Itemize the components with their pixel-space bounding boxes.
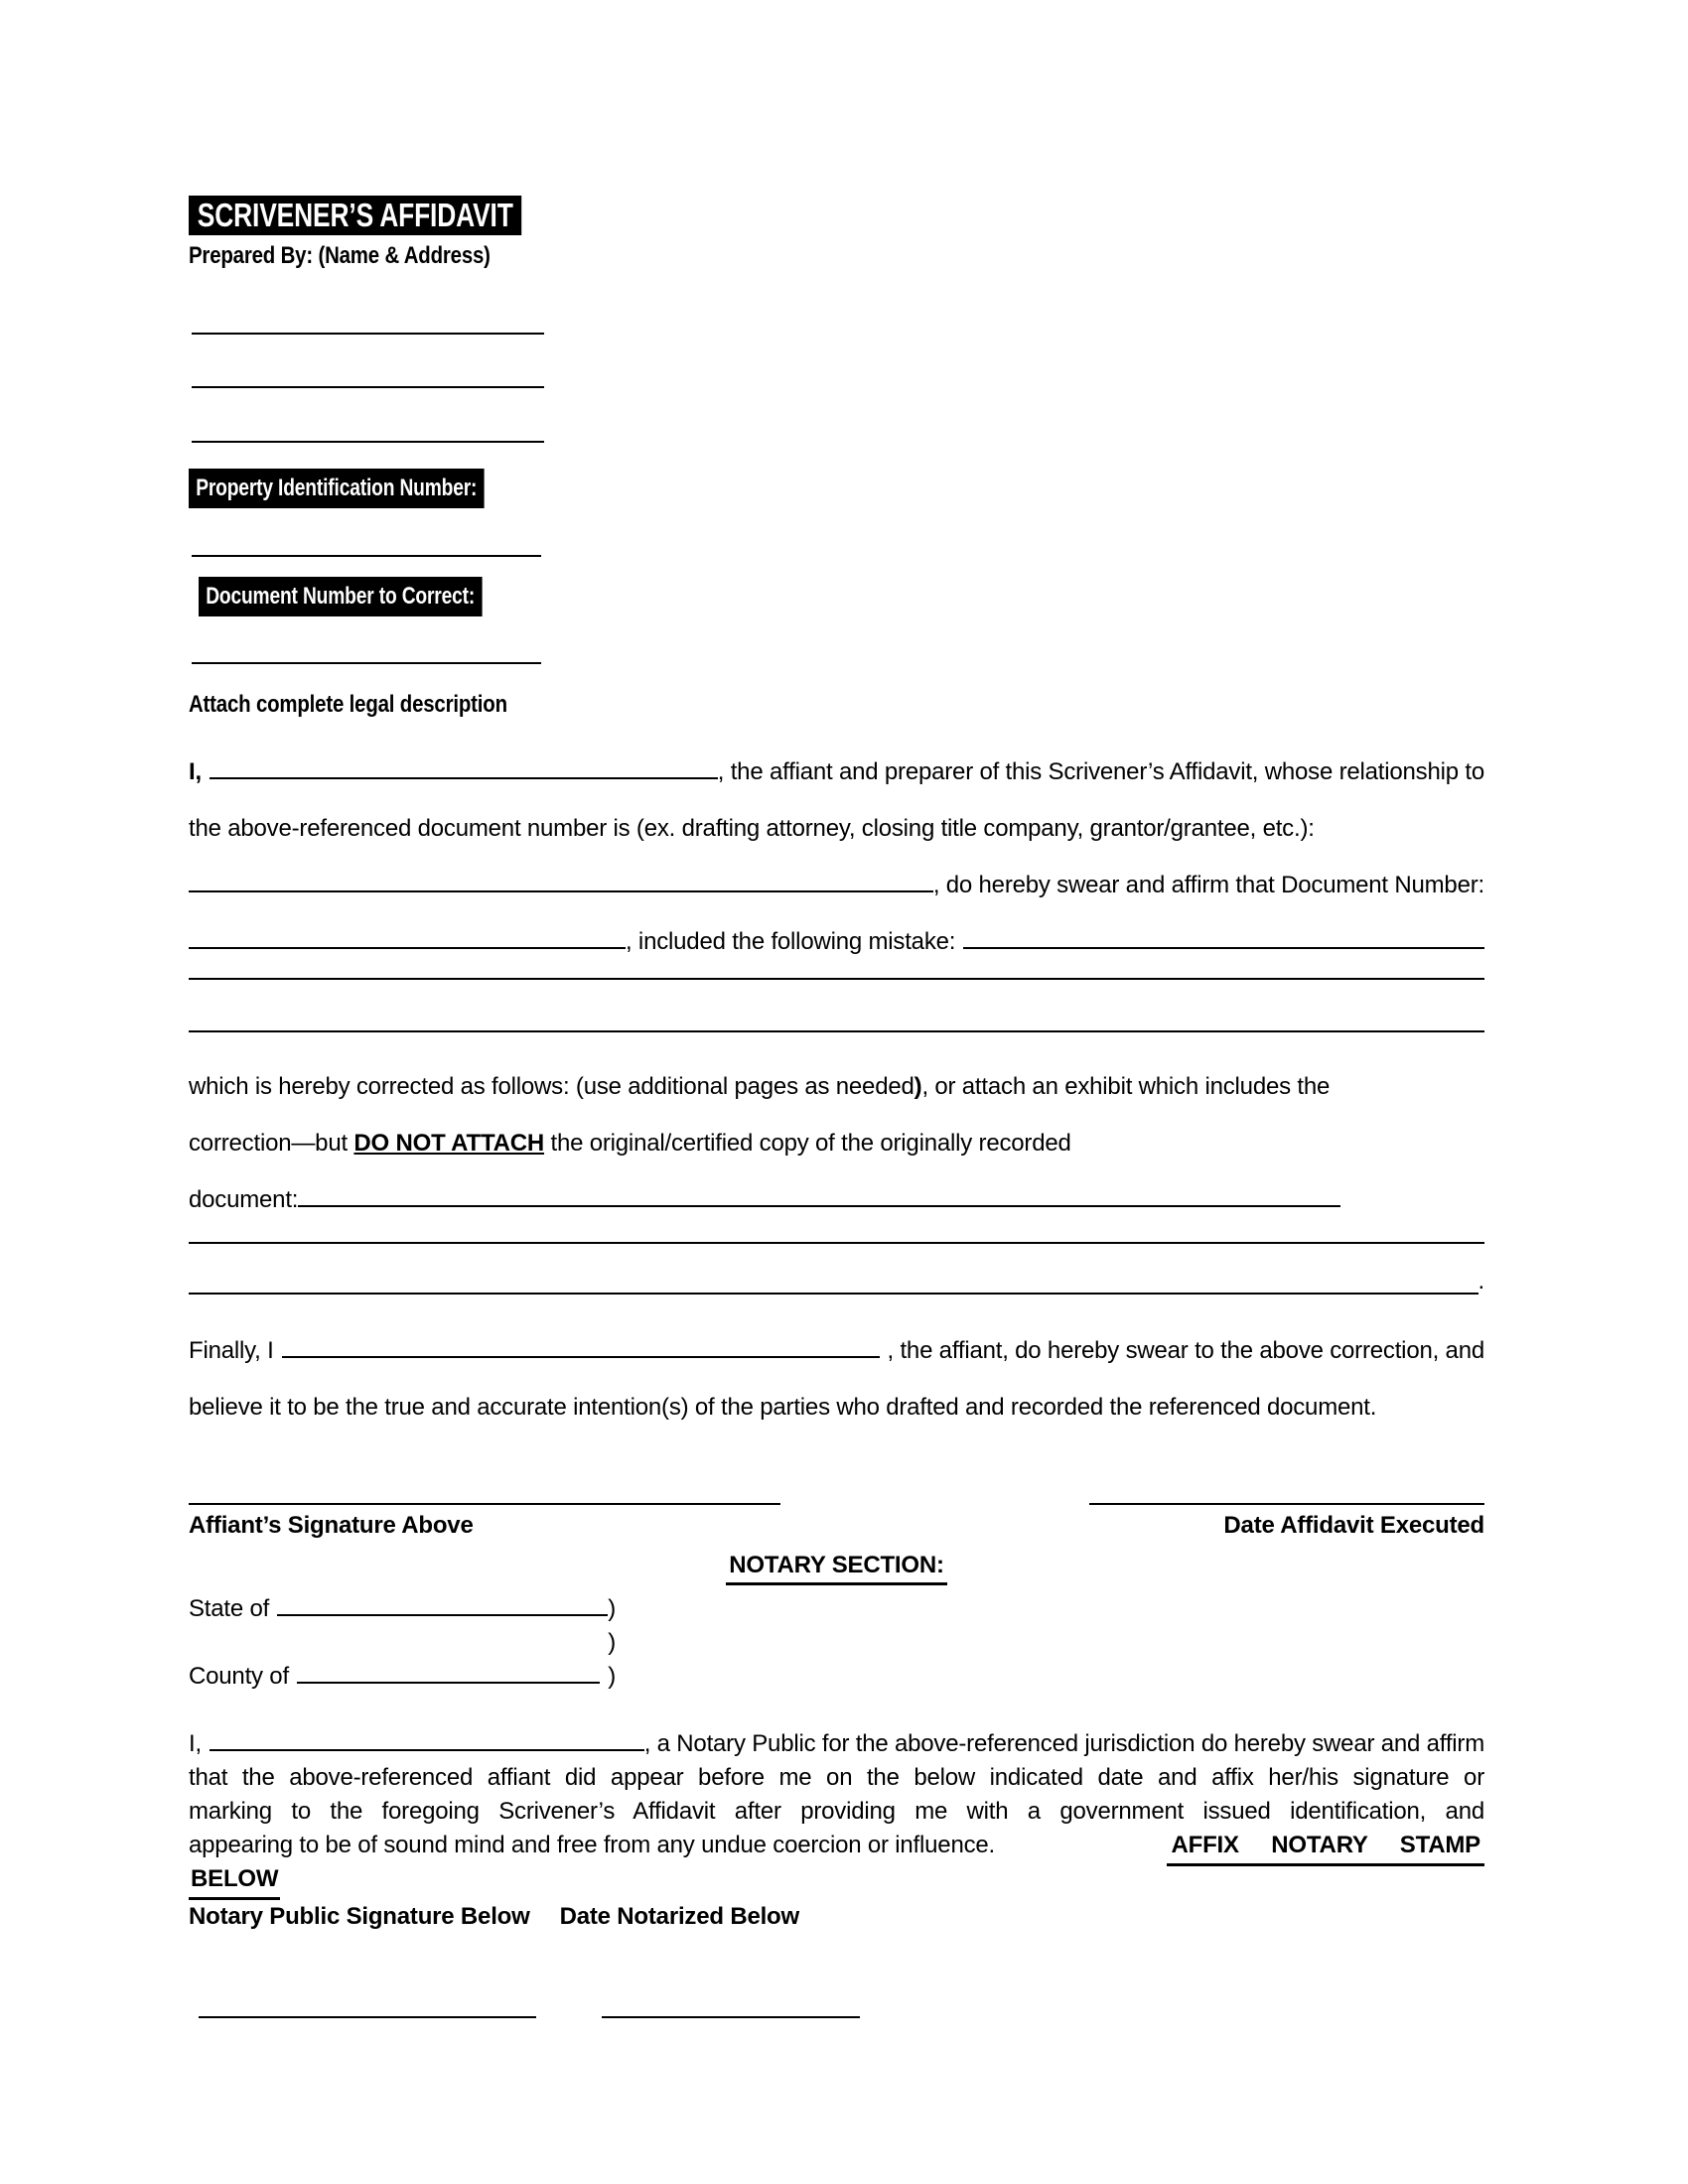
bottom-lines-row	[189, 2016, 1484, 2018]
property-id-line	[192, 508, 541, 557]
middle-paren-row	[189, 1626, 616, 1660]
affidavit-line-3: , do hereby swear and affirm that Document Number:	[189, 857, 1484, 913]
attach-heading: Attach complete legal description	[189, 691, 507, 718]
document-number-blank	[189, 921, 626, 949]
document-title: SCRIVENER’S AFFIDAVIT	[189, 196, 521, 235]
signature-row	[189, 1503, 1484, 1505]
notary-section-heading: NOTARY SECTION:	[726, 1551, 947, 1585]
mistake-blank	[963, 921, 1484, 949]
affidavit-i-label: I,	[189, 758, 202, 785]
date-executed-line	[1089, 1503, 1484, 1505]
state-of-label: State of	[189, 1595, 270, 1622]
state-blank	[277, 1592, 608, 1616]
notary-line-1: I, , a Notary Public for the above-referenced jurisdiction do hereby swear and affirm	[189, 1727, 1484, 1761]
title-row	[189, 196, 1484, 235]
affiant-signature-line	[189, 1503, 780, 1505]
correction-blank	[298, 1179, 1340, 1207]
affix-below-label: BELOW	[189, 1862, 280, 1900]
notary-i-label: I,	[189, 1730, 202, 1757]
notary-line-4: appearing to be of sound mind and free from any undue coercion or influence. AFFIX NOTARY STAMP	[189, 1829, 1484, 1862]
prepared-by-line-3	[192, 388, 544, 443]
bold-paren: )	[914, 1073, 922, 1100]
county-blank	[297, 1660, 600, 1684]
doc-number-row	[189, 577, 1484, 616]
correction-line-4	[189, 1228, 1484, 1244]
relationship-blank	[189, 865, 933, 892]
affidavit-line-2: the above-referenced document number is (ex. drafting attorney, closing title company, grantor/grantee, etc.):	[189, 815, 1315, 842]
prepared-by-line-2	[192, 335, 544, 388]
date-notarized-label: Date Notarized Below	[559, 1903, 799, 1930]
affidavit-line-4: , included the following mistake:	[189, 913, 1484, 970]
affidavit-line-1: I, , the affiant and preparer of this Scrivener’s Affidavit, whose relationship to	[189, 744, 1484, 800]
correction-paragraph	[189, 1058, 1484, 1228]
notary-line-3: marking to the foregoing Scrivener’s Affidavit after providing me with a government issued identification, and	[189, 1798, 1484, 1825]
doc-number-label: Document Number to Correct:	[199, 577, 482, 616]
property-id-row	[189, 469, 1484, 508]
property-id-label: Property Identification Number:	[189, 469, 484, 508]
do-not-attach-warning: DO NOT ATTACH	[353, 1130, 545, 1157]
affix-notary-stamp-label: AFFIX NOTARY STAMP	[1167, 1829, 1484, 1866]
finally-line-2: believe it to be the true and accurate intention(s) of the parties who drafted and recorded the referenced document.	[189, 1394, 1377, 1421]
affidavit-paragraph	[189, 744, 1484, 970]
notary-signature-line	[199, 2016, 536, 2018]
notary-heading-row	[189, 1551, 1484, 1584]
prepared-by-line-1	[192, 283, 544, 335]
date-notarized-line	[602, 2016, 860, 2018]
correction-line-3	[189, 1171, 1484, 1228]
state-paren: )	[608, 1595, 616, 1622]
prepared-by-label: Prepared By: (Name & Address)	[189, 242, 491, 269]
correction-line-5	[189, 1244, 1484, 1295]
notary-paragraph	[189, 1727, 1484, 1896]
affiant-signature-label: Affiant’s Signature Above	[189, 1512, 474, 1539]
county-paren: )	[608, 1663, 616, 1690]
correction-blank-2	[189, 1293, 1478, 1295]
middle-paren: )	[608, 1629, 616, 1656]
notary-labels-row	[189, 1902, 1484, 1932]
signature-labels-row	[189, 1511, 1484, 1541]
state-row	[189, 1592, 616, 1626]
correction-line-1: which is hereby corrected as follows: (use additional pages as needed), or attach an exhibit which includes the	[189, 1073, 1331, 1100]
mistake-line-2	[189, 980, 1484, 1032]
county-of-label: County of	[189, 1663, 289, 1690]
county-row	[189, 1660, 616, 1694]
doc-number-line	[192, 616, 541, 664]
document-colon-label: document:	[189, 1186, 299, 1213]
finally-line-1: Finally, I , the affiant, do hereby swear to the above correction, and	[189, 1322, 1484, 1379]
notary-signature-label: Notary Public Signature Below	[189, 1903, 530, 1930]
mistake-line-1	[189, 970, 1484, 980]
finally-paragraph	[189, 1322, 1484, 1435]
notary-name-blank	[210, 1727, 644, 1751]
correction-line-2: correction—but DO NOT ATTACH the original/certified copy of the originally recorded	[189, 1130, 1071, 1157]
jurisdiction-block	[189, 1592, 1484, 1694]
notary-line-2: that the above-referenced affiant did appear before me on the below indicated date and affix her/his signature or	[189, 1764, 1484, 1791]
finally-affiant-name-blank	[282, 1330, 880, 1358]
date-executed-label: Date Affidavit Executed	[1223, 1512, 1484, 1539]
notary-line-5	[189, 1862, 1484, 1896]
affiant-name-blank	[210, 751, 718, 779]
trailing-period: .	[1477, 1268, 1484, 1295]
